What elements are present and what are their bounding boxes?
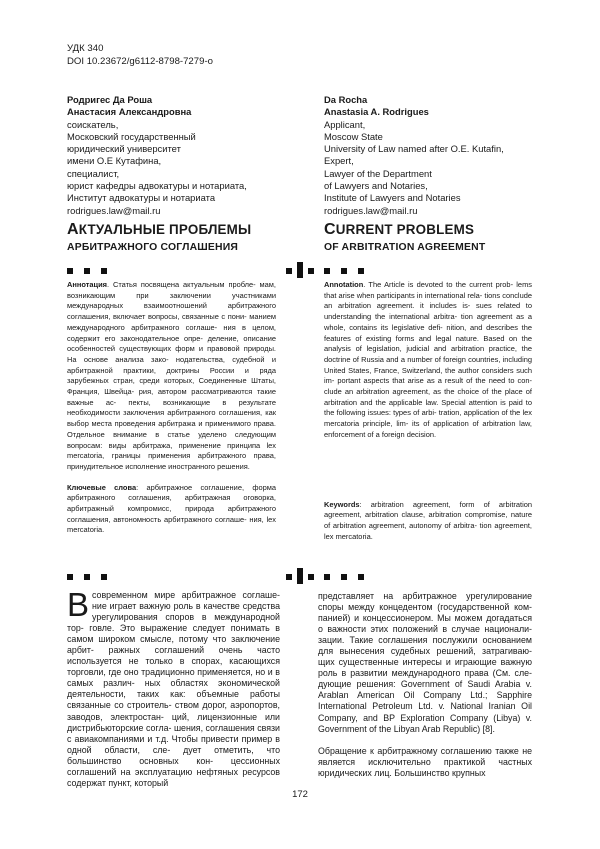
- decor-square: [324, 574, 330, 580]
- body-paragraph: Обращение к арбитражному соглашению также не является исключительно практикой частных юридических лиц. Большинство крупных: [318, 745, 532, 778]
- title-en-rest: URRENT PROBLEMS: [335, 222, 475, 237]
- decor-square: [67, 574, 73, 580]
- decor-square: [341, 268, 347, 274]
- author-line: Institute of Lawyers and Notaries: [324, 192, 461, 204]
- author-line: Lawyer of the Department: [324, 167, 432, 179]
- column-divider-mark: [297, 262, 303, 278]
- author-name2-en: Anastasia A. Rodrigues: [324, 106, 429, 118]
- title-ru-rest: КТУАЛЬНЫЕ ПРОБЛЕМЫ: [78, 222, 252, 237]
- author-line: Moscow State: [324, 130, 383, 142]
- keywords-text-ru: : арбитражное соглашение, форма арбитражного соглашения, арбитражная оговорка, арбитражный компромисс, природа арбитражного соглашения, автономность арбитражного соглаше- ния, lex mercatoria.: [67, 482, 276, 535]
- keywords-label-en: Keywords: [324, 499, 360, 509]
- author-email-en[interactable]: rodrigues.law@mail.ru: [324, 204, 418, 216]
- body-column-right: [318, 591, 532, 779]
- decor-square: [286, 268, 292, 274]
- title-en-line2: OF ARBITRATION AGREEMENT: [324, 242, 486, 253]
- decor-square: [324, 268, 330, 274]
- keywords-label-ru: Ключевые слова: [67, 482, 137, 492]
- author-line: Московский государственный: [67, 130, 196, 142]
- decor-square: [358, 268, 364, 274]
- decor-square: [84, 574, 90, 580]
- article-title-en: [324, 221, 485, 257]
- drop-cap: В: [67, 586, 90, 623]
- author-line: Applicant,: [324, 118, 366, 130]
- doi: DOI 10.23672/g6112-8798-7279-o: [67, 55, 213, 67]
- decor-square: [84, 268, 90, 274]
- title-ru-cap: А: [67, 221, 79, 238]
- author-line: соискатель,: [67, 118, 119, 130]
- page-number: 172: [292, 789, 308, 800]
- keywords-text-en: : arbitration agreement, form of arbitration agreement, arbitration clause, arbitration compromise, nature of arbitration agreement, autonomy of arbitra- tion agreement, lex mercatoria.: [324, 499, 532, 541]
- author-line: юрист кафедры адвокатуры и нотариата,: [67, 180, 247, 192]
- author-line: юридический университет: [67, 143, 181, 155]
- decor-square: [341, 574, 347, 580]
- author-line: специалист,: [67, 167, 120, 179]
- author-block-ru: [67, 94, 307, 217]
- author-line: Институт адвокатуры и нотариата: [67, 192, 216, 204]
- body-paragraph: представляет на арбитражное урегулирование споры между концедентом (государственной ком- панией) и концессионером. Мы можем догадаться о важности этих положений в случае национали- зации. Такие соглашения послужили основанием для вынесения судебных решений, затрагиваю- щих существенные интересы и играющие важную роль в развитии международного права (См. сле- дующие решения: Government of Saudi Arabia v. Arablan American Oil Company Ltd.; Sapphire International Petroleum Ltd. v. National Iranian Oil Company, and BP Exploration Company (Libya) v. Government of the Libyan Arab Republic) [8].: [318, 591, 532, 734]
- article-title-ru: [67, 221, 251, 257]
- decor-square: [286, 574, 292, 580]
- abstract-en: [324, 280, 532, 542]
- title-en-cap: C: [324, 221, 336, 238]
- author-name2-ru: Анастасия Александровна: [67, 106, 192, 118]
- decor-square: [67, 268, 73, 274]
- title-ru-line2: АРБИТРАЖНОГО СОГЛАШЕНИЯ: [67, 242, 239, 253]
- body-text-left: современном мире арбитражное соглаше- ние играет важную роль в качестве средства урегулирования споров в международной тор- говле. Это выражение следует понимать в самом широком смысле, потому что заключение арбит- ражных соглашений очень часто используется не только в спорах, касающихся торговли, где оно традиционно применяется, но и в самых различ- ных областях экономической деятельности, таких как: объемные работы связанные со строитель- ством дорог, аэропортов, заводов, электростан- ций, лицензионные или дистрибьюторские согла- шения, соглашения связи с авиакомпаниями и т.д. Чтобы привести пример в одной области, сле- дует отметить, что большинство основных кон- цессионных соглашений на эксплуатацию нефтяных ресурсов содержат пункт, который: [67, 590, 280, 788]
- abstract-label-en: Annotation: [324, 280, 364, 289]
- author-line: Expert,: [324, 155, 354, 167]
- author-block-en: [324, 94, 554, 217]
- decor-square: [101, 268, 107, 274]
- udk-code: УДК 340: [67, 43, 104, 54]
- decor-square: [308, 268, 314, 274]
- column-divider-mark: [297, 568, 303, 584]
- abstract-text-ru: . Статья посвящена актуальным пробле- мам, возникающим при заключении участниками международных взаимоотношений арбитражного соглашения, включает вопросы, связанные с пони- манием международного арбитражного соглаше- ния в целом, содержит его законодательное опре- деление, описание особенностей существующих форм и правовой природы. На основе анализа зако- нодательства, судебной и арбитражной практики, доктрины России и ряда зарубежных стран, среди которых, Соединенные Штаты, Франция, Швейца- рия, автором рассматриваются такие важные ас- пекты, возникающие в результате необходимости заключения арбитражного соглашения, как выбор места проведения арбитража и применимого права. Отдельное внимание в статье уделено следующим вопросам: виды арбитража, применение принципа lex mercatoria, границы применения арбитражного права, принудительное исполнение иностранного решения.: [67, 280, 276, 471]
- author-line: of Lawyers and Notaries,: [324, 180, 428, 192]
- body-column-left: [67, 586, 280, 789]
- decor-square: [308, 574, 314, 580]
- author-name-en: Da Rocha: [324, 94, 368, 105]
- abstract-ru: [67, 280, 276, 536]
- decor-square: [101, 574, 107, 580]
- article-header: [67, 43, 213, 68]
- decor-square: [358, 574, 364, 580]
- author-name-ru: Родригес Да Роша: [67, 94, 153, 105]
- author-email-ru[interactable]: rodrigues.law@mail.ru: [67, 204, 161, 216]
- abstract-text-en: . The Article is devoted to the current prob- lems that arise when participants in international rela- tions conclude an arbitration agreement. it includes is- sues related to understanding the international arbitra- tion agreement as a whole, contains its legislative defi- nition, and describes the features of existing forms and legal nature. Based on the analysis of legislation, judicial and arbitration practice, the doctrine of Russia and a number of foreign countries, including United States, France, Switzerland, the author considers such im- portant aspects that arise as a result of the need to con- clude an arbitration agreement, as the choice of the place of arbitration and the applicable law. Special attention is paid to the following issues: types of arbi- tration, application of the lex mercatoria principle, lim- its of application of arbitration law, enforcement of a foreign decision.: [324, 280, 532, 439]
- author-line: University of Law named after O.E. Kutafin,: [324, 143, 504, 155]
- abstract-label-ru: Аннотация: [67, 280, 107, 289]
- author-line: имени О.Е Кутафина,: [67, 155, 162, 167]
